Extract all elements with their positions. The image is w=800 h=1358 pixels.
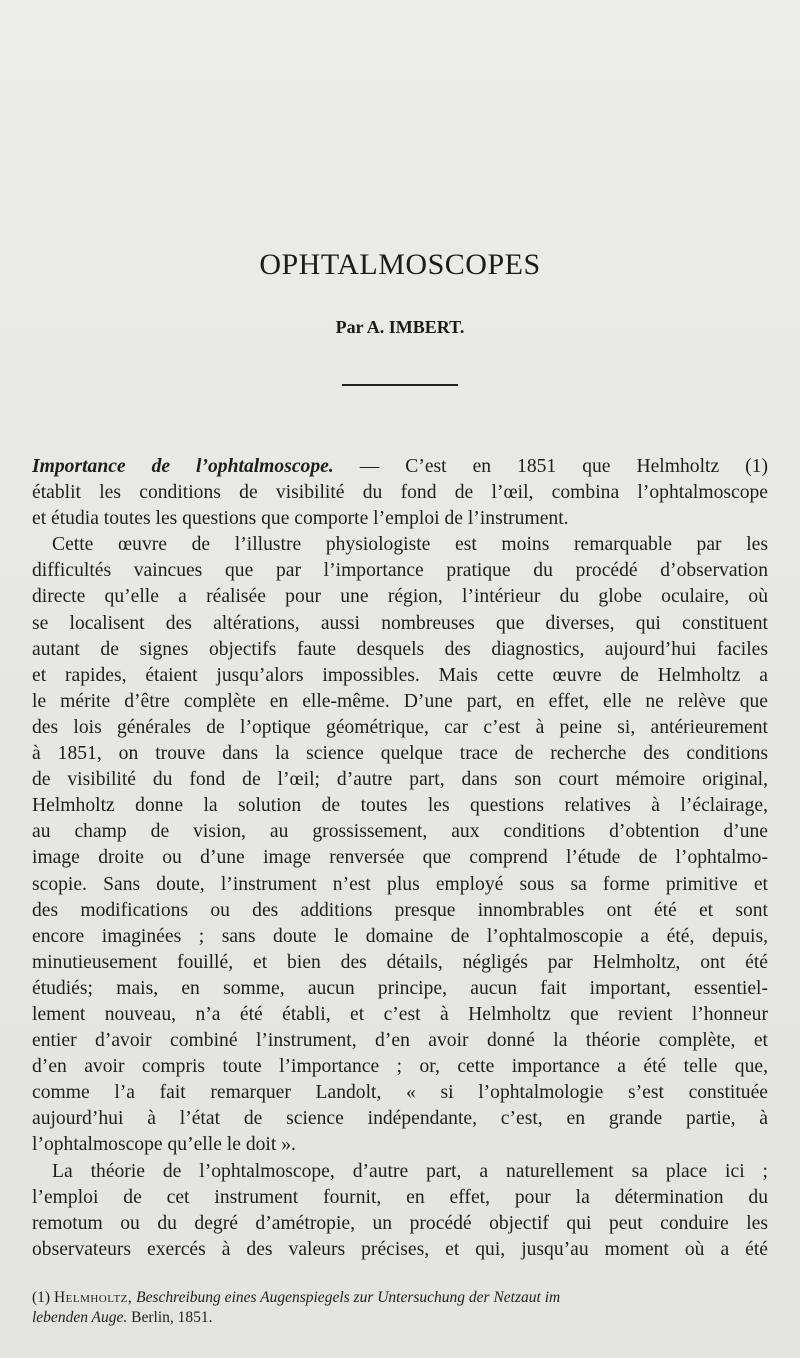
text-line: étudiés; mais, en somme, aucun principe, aucun fait important, essentiel-	[32, 977, 768, 999]
text-line: au champ de vision, au grossissement, aux conditions d’obtention d’une	[32, 821, 768, 843]
author-line: Par A. IMBERT.	[335, 317, 465, 337]
text-line: se localisent des altérations, aussi nombreuses que diverses, qui constituent	[32, 612, 768, 634]
text-line: La théorie de l’ophtalmoscope, d’autre part, a naturellement sa place ici ;	[52, 1160, 768, 1182]
text-line: Helmholtz donne la solution de toutes les questions relatives à l’éclairage,	[32, 795, 768, 817]
text-line: aujourd’hui à l’état de science indépendante, c’est, en grande partie, à	[32, 1108, 768, 1130]
section-heading: Importance de l’ophtalmoscope.	[32, 456, 334, 477]
text-line: l’ophtalmoscope qu’elle le doit ».	[32, 1134, 296, 1156]
footnote-author: Helmholtz,	[53, 1289, 133, 1306]
text-line: difficultés vaincues que par l’importance pratique du procédé d’observation	[32, 560, 768, 582]
text-line: l’emploi de cet instrument fournit, en effet, pour la détermination du	[32, 1186, 768, 1208]
footnote-place: Berlin, 1851.	[131, 1309, 213, 1326]
text-line: Cette œuvre de l’illustre physiologiste est moins remarquable par les	[52, 534, 768, 556]
text-line: entier d’avoir combiné l’instrument, d’en avoir donné la théorie complète, et	[32, 1030, 768, 1052]
text-line: des lois générales de l’optique géométrique, car c’est à peine si, antérieurement	[32, 716, 768, 738]
text-line: le mérite d’être complète en elle-même. D’une part, en effet, elle ne relève que	[32, 690, 768, 712]
footnote-title: Beschreibung eines Augenspiegels zur Untersuchung der Netzaut im	[136, 1289, 561, 1306]
text-line: de visibilité du fond de l’œil; d’autre part, dans son court mémoire original,	[32, 769, 768, 791]
text-line: et rapides, étaient jusqu’alors impossibles. Mais cette œuvre de Helmholtz a	[32, 664, 768, 686]
text-line: et étudia toutes les questions que comporte l’emploi de l’instrument.	[32, 508, 569, 530]
text-line: Importance de l’ophtalmoscope. — C’est en 1851 que Helmholtz (1)	[32, 456, 768, 477]
title-divider	[342, 384, 458, 386]
text-line: image droite ou d’une image renversée que comprend l’étude de l’ophtalmo-	[32, 847, 768, 869]
text-line: d’en avoir compris toute l’importance ; or, cette importance a été telle que,	[32, 1056, 768, 1078]
text-line: remotum ou du degré d’amétropie, un procédé objectif qui peut conduire les	[32, 1212, 768, 1234]
footnote-marker: (1)	[32, 1289, 51, 1306]
text-line: minutieusement fouillé, et bien des détails, négligés par Helmholtz, ont été	[32, 951, 768, 973]
text-line: scopie. Sans doute, l’instrument n’est plus employé sous sa forme primitive et	[32, 873, 768, 895]
text-line: des modifications ou des additions presque innombrables ont été et sont	[32, 899, 768, 921]
footnote	[32, 1288, 768, 1328]
text-line: observateurs exercés à des valeurs précises, et qui, jusqu’au moment où a été	[32, 1238, 768, 1260]
footnote-title-continued: lebenden Auge.	[32, 1309, 128, 1326]
text-line: comme l’a fait remarquer Landolt, « si l’ophtalmologie s’est constituée	[32, 1082, 768, 1104]
text-line: directe qu’elle a réalisée pour une région, l’intérieur du globe oculaire, où	[32, 586, 768, 608]
text-line: établit les conditions de visibilité du fond de l’œil, combina l’ophtalmoscope	[32, 482, 768, 504]
page-title: OPHTALMOSCOPES	[259, 248, 541, 281]
text-line: à 1851, on trouve dans la science quelque trace de recherche des conditions	[32, 743, 768, 765]
text-line: encore imaginées ; sans doute le domaine de l’ophtalmoscopie a été, depuis,	[32, 925, 768, 947]
text-line: lement nouveau, n’a été établi, et c’est à Helmholtz que revient l’honneur	[32, 1003, 768, 1025]
body-text	[32, 454, 768, 1263]
text-line: autant de signes objectifs faute desquels des diagnostics, aujourd’hui faciles	[32, 638, 768, 660]
